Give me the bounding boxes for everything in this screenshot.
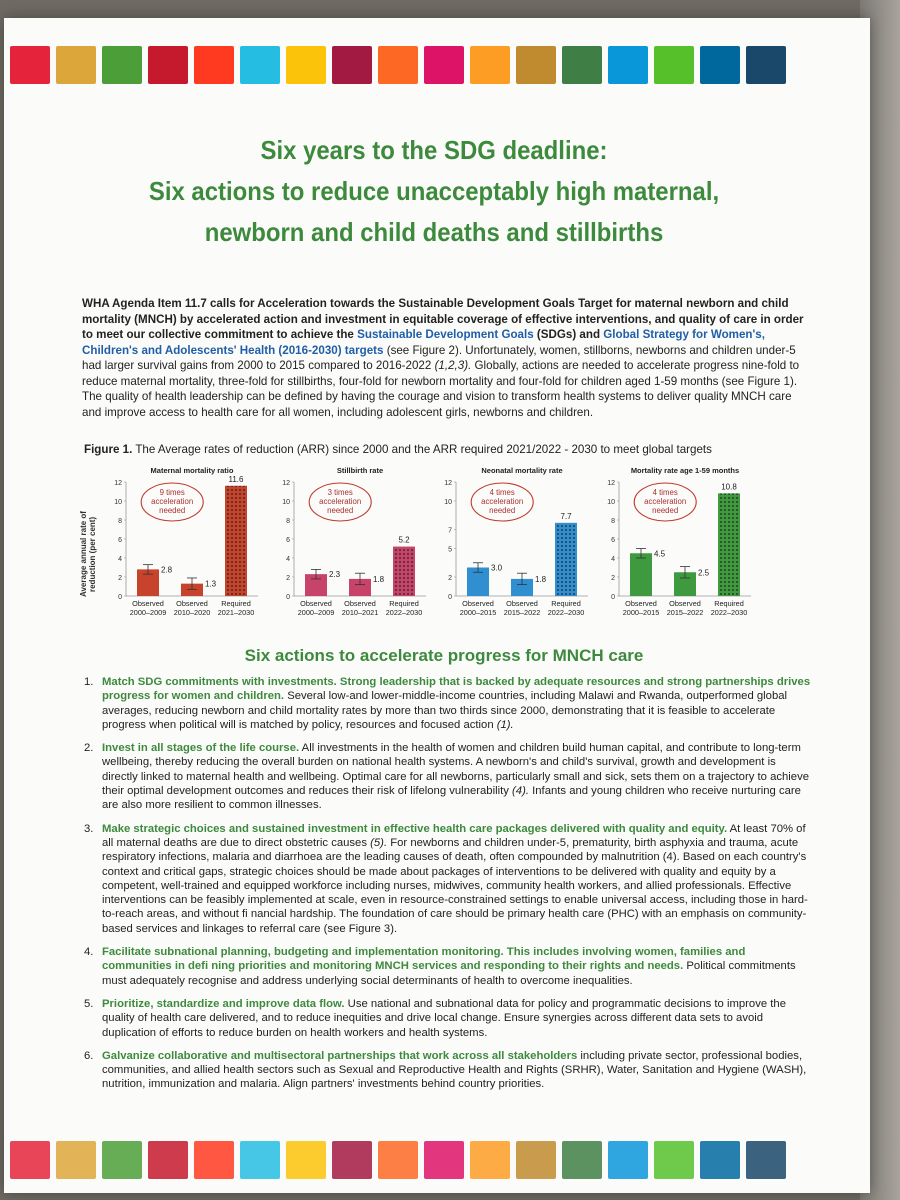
y-tick-label: 12 bbox=[114, 480, 122, 487]
y-tick-label: 12 bbox=[607, 480, 615, 487]
category-label: Observed bbox=[132, 599, 164, 608]
sdg-color-square bbox=[424, 46, 464, 84]
sdg-color-square bbox=[332, 1141, 372, 1179]
y-tick-label: 2 bbox=[118, 575, 122, 582]
action-number: 2. bbox=[84, 742, 94, 755]
annotation-text: needed bbox=[489, 506, 516, 515]
bar bbox=[718, 493, 740, 596]
sdg-color-square bbox=[194, 1141, 234, 1179]
y-tick-label: 2 bbox=[611, 575, 615, 582]
action-tail: Infants and young children who receive nurturing care are also more resilient to common illnesses. bbox=[102, 785, 801, 812]
sdg-color-square bbox=[378, 1141, 418, 1179]
sdg-color-square bbox=[286, 46, 326, 84]
chart-0 bbox=[106, 464, 266, 629]
data-label: 4.5 bbox=[654, 549, 666, 559]
annotation-text: 4 times bbox=[652, 488, 678, 497]
category-label: Observed bbox=[669, 599, 701, 608]
sdg-color-square bbox=[148, 46, 188, 84]
y-tick-label: 0 bbox=[118, 594, 122, 601]
bar bbox=[393, 547, 415, 596]
action-heading: Invest in all stages of the life course. bbox=[102, 742, 300, 755]
annotation-text: 4 times bbox=[489, 488, 515, 497]
category-label: Observed bbox=[462, 599, 494, 608]
category-label: Required bbox=[389, 599, 419, 608]
y-tick-label: 4 bbox=[118, 556, 122, 563]
y-tick-label: 6 bbox=[286, 537, 290, 544]
sdg-color-square bbox=[562, 1141, 602, 1179]
category-label: 2000–2009 bbox=[297, 608, 335, 617]
chart-3 bbox=[599, 464, 759, 629]
chart-title: Maternal mortality ratio bbox=[150, 466, 234, 475]
action-number: 1. bbox=[84, 676, 94, 688]
category-label: 2015–2022 bbox=[503, 608, 541, 617]
chart-1 bbox=[274, 464, 434, 629]
sdg-color-square bbox=[608, 1141, 648, 1179]
data-label: 1.8 bbox=[535, 574, 547, 584]
bar bbox=[555, 523, 577, 596]
action-citation: (1). bbox=[496, 718, 514, 731]
action-body: Several low-and lower-middle-income countries, including Malawi and Rwanda, outperformed global averages, reducing newborn and child mortality rates by more than two thirds since 2000, demonstrating that it is feasible to accelerate progress when political will is matched by policy, resources and focused action bbox=[102, 690, 788, 731]
figure-label: Figure 1. bbox=[84, 443, 133, 456]
action-item bbox=[84, 997, 814, 1040]
sdg-color-square bbox=[286, 1141, 326, 1179]
sdg-color-bar-bottom bbox=[10, 1141, 786, 1179]
section-title: Six actions to accelerate progress for MNCH care bbox=[244, 646, 644, 665]
y-tick-label: 5 bbox=[448, 546, 452, 554]
action-body: Use national and subnational data for policy and programmatic decisions to improve the quality of health care delivered, and to reduce inequities and drive local change. Ensure synergies across different data sets to avoid duplication of efforts to reduce burden on health workers and health systems. bbox=[102, 997, 786, 1039]
category-label: Required bbox=[221, 599, 251, 608]
category-label: 2022–2030 bbox=[385, 608, 423, 617]
action-heading: Facilitate subnational planning, budgeting and implementation monitoring. This includes involving women, families and communities in defi ning priorities and monitoring MNCH services and responding to their rights and needs. bbox=[102, 946, 746, 973]
sdg-color-square bbox=[332, 46, 372, 84]
action-item bbox=[84, 1049, 814, 1092]
sdg-color-square bbox=[56, 46, 96, 84]
data-label: 3.0 bbox=[491, 563, 503, 573]
y-tick-label: 2 bbox=[448, 575, 452, 582]
sdg-color-square bbox=[56, 1141, 96, 1179]
action-item bbox=[84, 741, 814, 812]
sdg-color-square bbox=[654, 46, 694, 84]
figure-1-charts bbox=[79, 464, 764, 629]
action-item bbox=[84, 945, 814, 988]
action-body: including private sector, professional bodies, communities, and allied health sectors such as Sexual and Reproductive Health and Rights (SRHR), Water, Sanitation and Hygiene (WASH), nutrition, immunization and malaria. Align partners' investments behind country priorities. bbox=[102, 1049, 807, 1091]
y-tick-label: 4 bbox=[611, 556, 615, 563]
annotation-text: acceleration bbox=[151, 497, 194, 506]
action-tail: For newborns and children under-5, prematurity, birth asphyxia and trauma, acute respiratory infections, malaria and diarrhoea are the leading causes of death, often compounded by malnutrition (4). Based on each country's context and critical gaps, strategic choices should be made about packages of interventions to be delivered with quality and equity by a competent, well-trained and equipped workforce including nurses, midwives, community health workers, and allied professionals. Effective interventions can be feasibly implemented at scale, even in resource-constrained settings to enable universal access, including those in hard-to-reach areas, and without fi nancial hardship. The foundation of care should be primary health care (PHC) with an emphasis on community-based services and linkages to referral care (see Figure 3). bbox=[102, 836, 808, 935]
document-page bbox=[4, 18, 870, 1193]
annotation-text: 3 times bbox=[327, 488, 353, 497]
sdg-color-square bbox=[378, 46, 418, 84]
action-heading: Make strategic choices and sustained investment in effective health care packages delivered with quality and equity. bbox=[102, 822, 728, 835]
category-label: Required bbox=[714, 599, 744, 608]
sdg-color-square bbox=[470, 46, 510, 84]
action-body: All investments in the health of women and children build human capital, and contribute to long-term wellbeing, thereby reducing the overall burden on national health systems. A newborn's and child's survival, growth and development is directly linked to maternal health and wellbeing. Optimal care for all newborns, particularly small and sick, sets them on a trajectory to achieve their optimal development outcomes and reduces their risk of lifelong vulnerability bbox=[102, 742, 810, 798]
y-tick-label: 0 bbox=[286, 594, 290, 601]
chart-2 bbox=[436, 464, 596, 629]
y-tick-label: 10 bbox=[444, 499, 452, 506]
sdg-color-square bbox=[102, 46, 142, 84]
annotation-text: 9 times bbox=[159, 488, 185, 497]
sdg-color-square bbox=[608, 46, 648, 84]
data-label: 10.8 bbox=[721, 482, 737, 492]
intro-citation: (1,2,3). bbox=[434, 359, 472, 372]
category-label: 2010–2021 bbox=[341, 608, 379, 617]
figure-caption bbox=[84, 443, 804, 456]
sdg-color-square bbox=[700, 1141, 740, 1179]
sdg-color-square bbox=[102, 1141, 142, 1179]
y-tick-label: 8 bbox=[118, 518, 122, 525]
intro-body-2: Globally, actions are needed to accelerate progress nine-fold to reduce maternal mortality, three-fold for stillbirths, four-fold for newborn mortality and four-fold for children aged 1-59 months (see Figure 1). The quality of health leadership can be defined by having the courage and vision to transform health systems to deliver quality MNCH care and improve access to health care for all women, including adolescent girls, newborns and children. bbox=[82, 359, 800, 419]
action-number: 5. bbox=[84, 997, 94, 1010]
sdg-color-square bbox=[240, 1141, 280, 1179]
category-label: Observed bbox=[176, 599, 208, 608]
action-heading: Match SDG commitments with investments. Strong leadership that is backed by adequate resources and strong partnerships drives progress for women and children. bbox=[102, 676, 811, 703]
action-heading: Prioritize, standardize and improve data flow. bbox=[102, 997, 345, 1010]
y-tick-label: 6 bbox=[118, 537, 122, 544]
y-tick-label: 8 bbox=[611, 518, 615, 525]
sdg-color-square bbox=[470, 1141, 510, 1179]
data-label: 2.5 bbox=[698, 568, 710, 578]
y-tick-label: 12 bbox=[444, 480, 452, 487]
category-label: 2000–2015 bbox=[622, 608, 660, 617]
sdg-color-square bbox=[148, 1141, 188, 1179]
action-item bbox=[84, 822, 814, 936]
global-strategy-link[interactable]: Global Strategy for Women's, Children's and Adolescents' Health (2016-2030) targets bbox=[82, 328, 765, 357]
action-body: Political commitments must adequately recognise and address underlying social determinants of health to overcome inequalities. bbox=[102, 960, 796, 987]
sdg-color-square bbox=[746, 46, 786, 84]
chart-title: Neonatal mortality rate bbox=[481, 466, 563, 475]
y-tick-label: 10 bbox=[282, 499, 290, 506]
intro-body-1: (see Figure 2). Unfortunately, women, stillborns, newborns and children under-5 had larger survival gains from 2000 to 2015 compared to 2016-2022 bbox=[82, 343, 796, 372]
chart-title: Stillbirth rate bbox=[336, 466, 384, 475]
y-tick-label: 7 bbox=[448, 527, 452, 535]
action-heading: Galvanize collaborative and multisectoral partnerships that work across all stakeholders bbox=[102, 1049, 578, 1062]
data-label: 5.2 bbox=[398, 535, 410, 545]
title-line-3: newborn and child deaths and stillbirths bbox=[204, 217, 664, 247]
y-tick-label: 0 bbox=[448, 594, 452, 601]
data-label: 1.3 bbox=[205, 579, 217, 589]
bar bbox=[630, 553, 652, 596]
sdg-color-square bbox=[516, 1141, 556, 1179]
annotation-text: acceleration bbox=[481, 497, 524, 506]
annotation-text: needed bbox=[327, 506, 354, 515]
y-axis-label: Average annual rate of reduction (per cent) bbox=[79, 511, 97, 597]
category-label: 2000–2009 bbox=[129, 608, 167, 617]
intro-lead: WHA Agenda Item 11.7 calls for Acceleration towards the Sustainable Development Goals Target for maternal newborn and child mortality (MNCH) by accelerated action and investment in equitable coverage of effective interventions, and quality of care in order to meet our collective commitment to achieve the bbox=[82, 297, 804, 341]
y-tick-label: 10 bbox=[114, 499, 122, 506]
data-label: 2.3 bbox=[329, 570, 341, 580]
chart-title: Mortality rate age 1-59 months bbox=[630, 466, 740, 475]
action-number: 3. bbox=[84, 822, 94, 835]
intro-paragraph bbox=[82, 296, 812, 420]
annotation-text: needed bbox=[652, 506, 679, 515]
annotation-text: acceleration bbox=[319, 497, 362, 506]
sdg-color-square bbox=[516, 46, 556, 84]
data-label: 2.8 bbox=[161, 565, 173, 575]
y-tick-label: 10 bbox=[607, 499, 615, 506]
action-citation: (5). bbox=[370, 836, 388, 849]
sdg-color-square bbox=[654, 1141, 694, 1179]
category-label: 2000–2015 bbox=[459, 608, 497, 617]
category-label: Observed bbox=[344, 599, 376, 608]
category-label: 2021–2030 bbox=[217, 608, 255, 617]
y-tick-label: 8 bbox=[286, 518, 290, 525]
data-label: 1.8 bbox=[373, 574, 385, 584]
sdg-color-square bbox=[10, 1141, 50, 1179]
action-citation: (4). bbox=[512, 785, 529, 798]
y-tick-label: 0 bbox=[611, 594, 615, 601]
action-body: At least 70% of all maternal deaths are due to direct obstetric causes bbox=[102, 822, 806, 849]
sdg-color-square bbox=[424, 1141, 464, 1179]
category-label: Observed bbox=[625, 599, 657, 608]
category-label: 2015–2022 bbox=[666, 608, 704, 617]
sdg-color-square bbox=[10, 46, 50, 84]
title-line-2: Six actions to reduce unacceptably high maternal, bbox=[148, 176, 720, 206]
category-label: 2010–2020 bbox=[173, 608, 211, 617]
sdg-color-square bbox=[240, 46, 280, 84]
sdg-color-square bbox=[194, 46, 234, 84]
sdg-link[interactable]: Sustainable Development Goals bbox=[357, 328, 534, 341]
y-tick-label: 2 bbox=[286, 575, 290, 582]
category-label: Required bbox=[551, 599, 581, 608]
category-label: 2022–2030 bbox=[710, 608, 748, 617]
sdg-color-bar-top bbox=[10, 46, 786, 84]
y-tick-label: 6 bbox=[611, 537, 615, 544]
bar bbox=[225, 486, 247, 596]
sdg-color-square bbox=[746, 1141, 786, 1179]
y-tick-label: 4 bbox=[286, 556, 290, 563]
action-number: 6. bbox=[84, 1049, 94, 1062]
actions-list bbox=[84, 675, 814, 1101]
annotation-text: needed bbox=[159, 506, 186, 515]
sdg-color-square bbox=[562, 46, 602, 84]
data-label: 11.6 bbox=[228, 474, 244, 484]
figure-caption-text: The Average rates of reduction (ARR) since 2000 and the ARR required 2021/2022 - 2030 to meet global targets bbox=[135, 443, 712, 456]
intro-sdgs: (SDGs) and bbox=[536, 328, 601, 341]
action-number: 4. bbox=[84, 946, 94, 959]
action-item bbox=[84, 675, 814, 732]
title-line-1: Six years to the SDG deadline: bbox=[260, 135, 608, 165]
annotation-text: acceleration bbox=[644, 497, 687, 506]
y-tick-label: 12 bbox=[282, 480, 290, 487]
data-label: 7.7 bbox=[560, 511, 572, 521]
sdg-color-square bbox=[700, 46, 740, 84]
page-title bbox=[94, 130, 775, 253]
category-label: 2022–2030 bbox=[547, 608, 585, 617]
category-label: Observed bbox=[506, 599, 538, 608]
category-label: Observed bbox=[300, 599, 332, 608]
